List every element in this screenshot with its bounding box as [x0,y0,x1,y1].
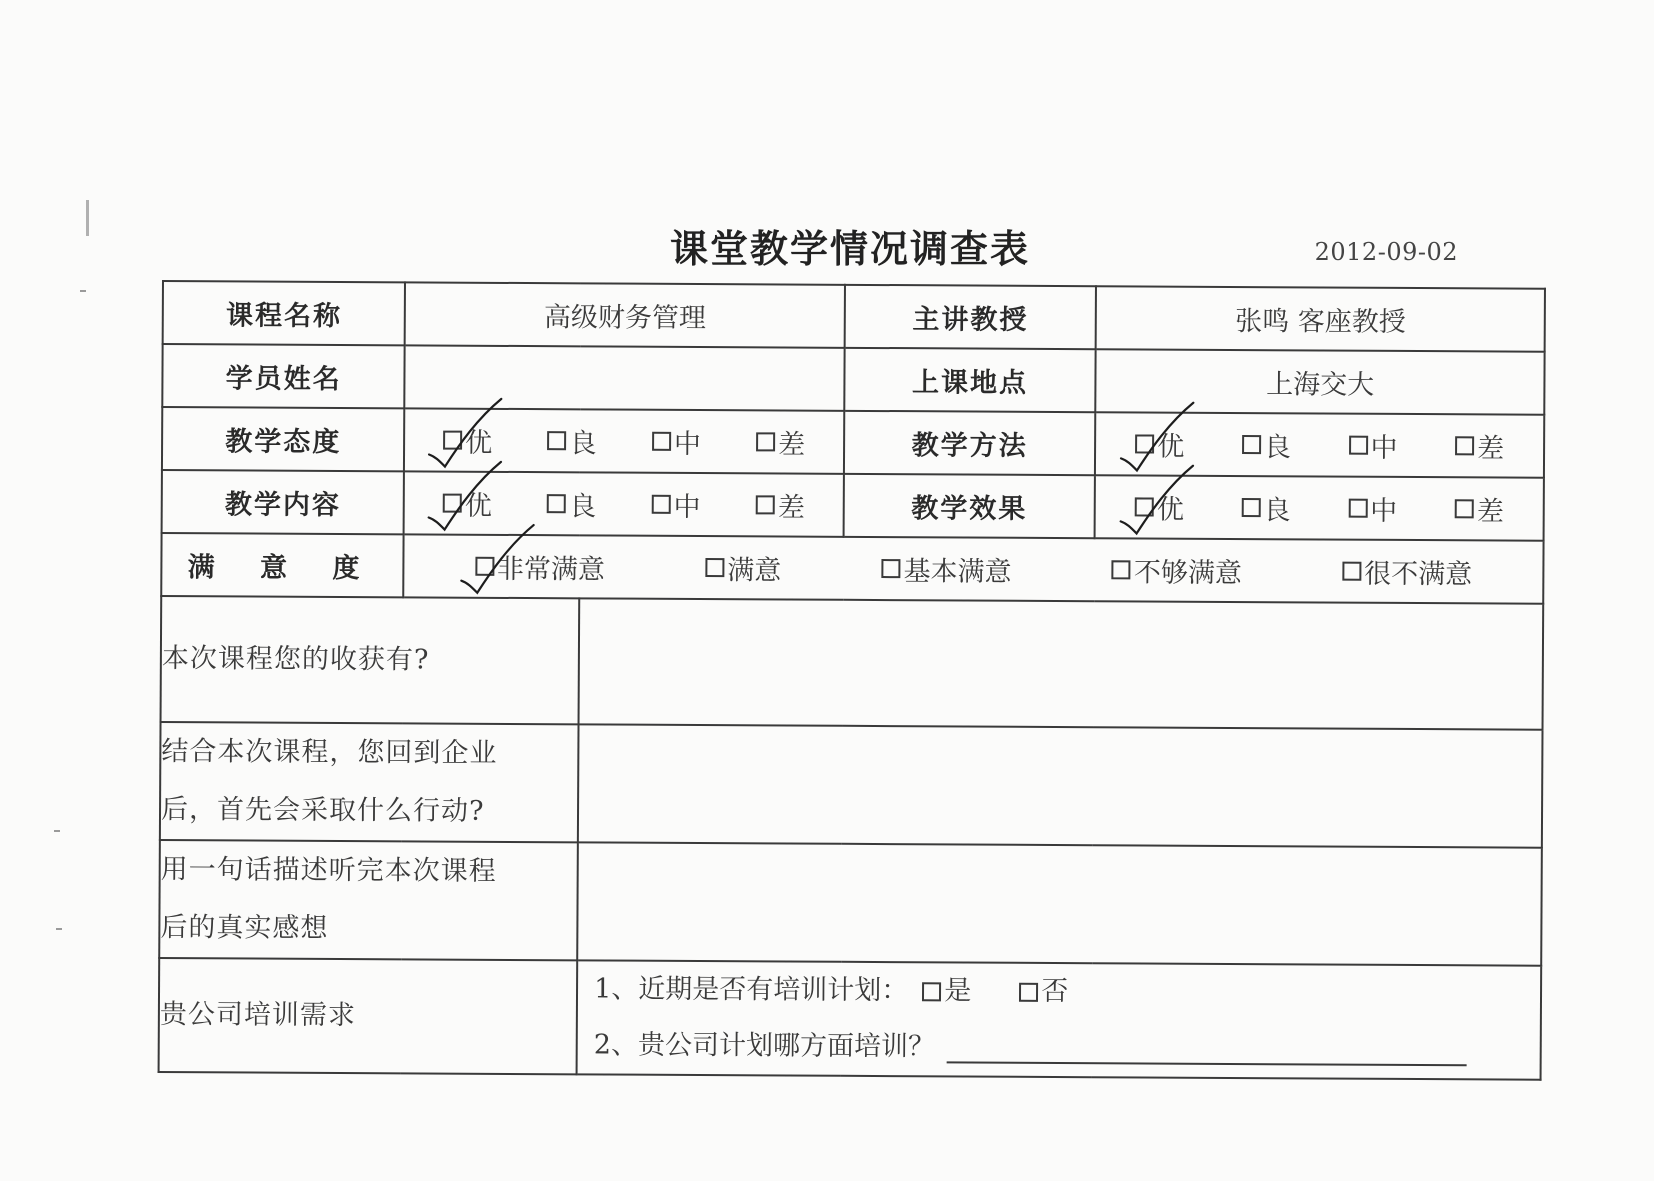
method-option-3[interactable] [1348,426,1397,465]
course-label: 课程名称 [163,281,406,345]
method-option-1[interactable] [1135,424,1184,463]
checkbox-icon[interactable] [1135,434,1154,453]
option-label: 是 [944,975,972,1007]
checkbox-icon[interactable] [1348,499,1367,518]
training-area-input-line[interactable] [947,1031,1467,1066]
effect-label: 教学效果 [843,474,1095,538]
location-label: 上课地点 [844,348,1096,412]
lecturer-value[interactable]: 张鸣 客座教授 [1096,286,1545,352]
row-course [163,281,1545,352]
survey-table [158,280,1546,1081]
option-label: 优 [465,427,493,459]
scan-mark [54,830,60,832]
satisfaction-option-2[interactable] [705,548,781,587]
checkbox-icon[interactable] [705,558,724,577]
option-label: 优 [1157,431,1185,463]
option-label: 否 [1041,975,1069,1008]
method-option-2[interactable] [1242,425,1291,464]
training-plan-text: 1、近期是否有培训计划： [594,973,909,1007]
option-label: 很不满意 [1364,558,1473,591]
option-label: 中 [1370,432,1398,464]
training-plan-no-option[interactable] [1019,964,1068,1020]
effect-option-4[interactable] [1455,489,1504,528]
content-label: 教学内容 [162,470,405,534]
checkbox-icon[interactable] [756,432,775,451]
checkbox-icon[interactable] [1342,562,1361,581]
gain-question: 本次课程您的收获有? [161,596,580,724]
form-date: 2012-09-02 [1314,238,1458,266]
training-need-label: 贵公司培训需求 [159,958,578,1074]
option-label: 中 [1370,495,1398,527]
attitude-options [404,408,844,473]
training-plan-yes-option[interactable] [922,963,971,1019]
row-student [162,344,1544,415]
checkbox-icon[interactable] [922,982,941,1001]
row-feeling [159,840,1542,966]
satisfaction-option-3[interactable] [881,549,1011,589]
row-gain [161,596,1544,730]
effect-option-3[interactable] [1348,489,1397,528]
attitude-option-3[interactable] [652,422,701,461]
feeling-question-line2: 后的真实感想 [160,912,329,944]
option-label: 满意 [727,555,782,587]
checkbox-icon[interactable] [1112,560,1131,579]
option-label: 良 [569,491,597,523]
content-options [404,471,844,536]
checkbox-icon[interactable] [1019,982,1038,1001]
row-training-need [159,958,1542,1080]
checkbox-icon[interactable] [756,495,775,514]
checkbox-icon[interactable] [1242,435,1261,454]
checkbox-icon[interactable] [882,559,901,578]
satisfaction-option-4[interactable] [1112,550,1242,590]
row-satisfaction [161,533,1543,604]
effect-options [1095,475,1544,541]
action-answer-field[interactable] [578,724,1543,847]
scan-mark [56,928,62,930]
attitude-option-4[interactable] [756,422,805,461]
option-label: 良 [569,428,597,460]
checkbox-icon[interactable] [1242,498,1261,517]
training-need-answers [577,960,1542,1079]
feeling-question [159,840,578,960]
option-label: 差 [777,492,805,524]
option-label: 优 [464,490,492,522]
lecturer-label: 主讲教授 [844,285,1096,349]
checkbox-icon[interactable] [651,495,670,514]
row-content-effect [162,470,1544,541]
feeling-question-line1: 用一句话描述听完本次课程 [160,854,497,887]
form-title: 课堂教学情况调查表 [669,227,1030,271]
effect-option-2[interactable] [1241,488,1290,527]
option-label: 中 [673,428,701,461]
method-options [1095,412,1544,478]
checkbox-icon[interactable] [652,432,671,451]
course-value[interactable]: 高级财务管理 [405,282,845,347]
option-label: 差 [778,429,806,461]
checkbox-icon[interactable] [1455,499,1474,518]
method-label: 教学方法 [844,411,1096,475]
option-label: 优 [1156,494,1185,526]
option-label: 非常满意 [496,553,606,586]
location-value[interactable]: 上海交大 [1096,349,1545,415]
option-label: 差 [1477,433,1505,465]
option-label: 中 [673,491,701,524]
content-option-2[interactable] [547,484,596,523]
attitude-option-1[interactable] [443,421,492,460]
satisfaction-option-1[interactable] [475,547,605,587]
action-question [160,722,579,842]
content-option-4[interactable] [756,485,805,524]
attitude-option-2[interactable] [547,421,596,460]
satisfaction-option-5[interactable] [1342,552,1472,592]
option-label: 良 [1263,432,1292,464]
training-area-text: 2、贵公司计划哪方面培训？ [593,1029,936,1063]
checkbox-icon[interactable] [547,431,566,450]
row-attitude-method [162,407,1544,478]
action-question-line1: 结合本次课程，您回到企业 [161,736,498,769]
option-label: 差 [1476,496,1504,528]
checkbox-icon[interactable] [443,494,462,513]
row-action [160,722,1543,848]
checkbox-icon[interactable] [1349,436,1368,455]
checkbox-icon[interactable] [443,431,462,450]
student-label: 学员姓名 [162,344,405,408]
feeling-answer-field[interactable] [577,842,1542,965]
checkbox-icon[interactable] [475,557,494,576]
method-option-4[interactable] [1455,426,1504,465]
checkbox-icon[interactable] [547,494,566,513]
attitude-label: 教学态度 [162,407,405,471]
training-plan-question [578,961,1540,1022]
effect-option-1[interactable] [1135,487,1184,526]
option-label: 基本满意 [903,556,1012,588]
student-name-field[interactable] [405,345,845,410]
gain-answer-field[interactable] [579,598,1544,729]
action-question-line2: 后，首先会采取什么行动? [160,794,485,827]
option-label: 良 [1263,495,1291,527]
content-option-3[interactable] [651,485,700,524]
checkbox-icon[interactable] [1455,436,1474,455]
scan-mark [80,290,86,292]
training-area-question [578,1017,1540,1078]
option-label: 不够满意 [1133,557,1242,590]
satisfaction-label: 满 意 度 [161,533,404,597]
checkbox-icon[interactable] [1135,497,1154,516]
content-option-1[interactable] [443,484,492,523]
satisfaction-options [404,534,1544,603]
